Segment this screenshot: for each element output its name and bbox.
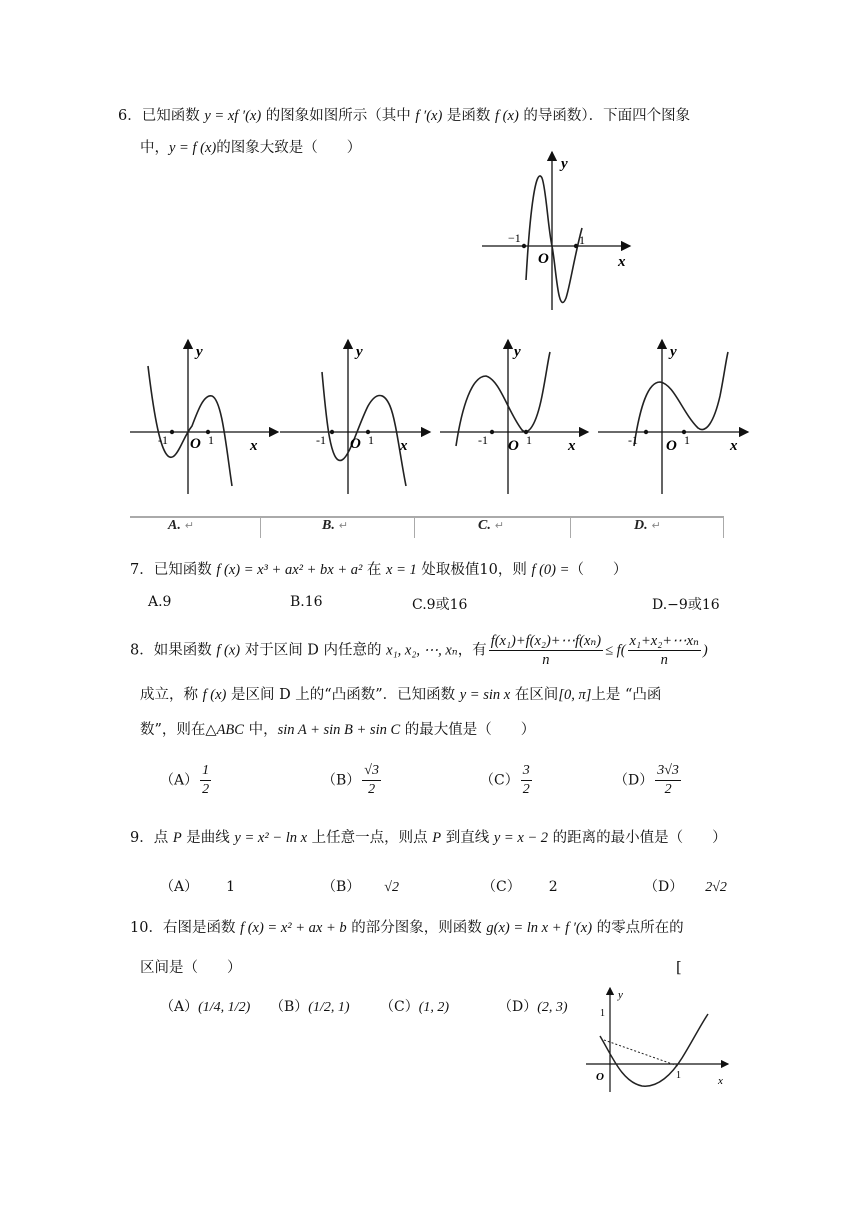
q7-eq: f (x) = x³ + ax² + bx + a² [216,562,363,578]
q8-right-fraction: $\frac{\text{x₁+x₂+⋯xₙ}}{n}$ [629,633,699,668]
q10-stem-1: 10．右图是函数 f (x) = x² + ax + b 的部分图象，则函数 g(x) = ln x + f ′(x) 的零点所在的 [130,920,684,936]
d-neg1: -1 [628,433,638,447]
q9-stem: 9．点 P 是曲线 y = x² − ln x 上任意一点，则点 P 到直线 y = x − 2 的距离的最小值是（ ） [130,830,727,846]
b-origin: O [350,436,361,452]
a-origin: O [190,436,201,452]
a-y: y [196,344,203,360]
q6-eq2: y = f (x) [169,140,217,156]
q6-f: f (x) [495,108,519,124]
caption-a: A. ↵ [168,518,195,533]
main-origin-label: O [538,251,549,267]
q6-text: 中， [140,140,169,156]
q10-bracket: [ [676,960,682,976]
caption-separator [260,516,261,538]
q8-option-b: （B） $\frac{√3}{2}$ [322,763,379,797]
q8-option-d: （D） $\frac{3√3}{2}$ [614,763,679,797]
caption-separator [723,516,724,538]
q6-line2 [140,138,361,158]
q10-one-y: 1 [600,1008,605,1019]
graph-a [130,340,278,494]
q10-option-c: （C）(1, 2) [380,999,450,1015]
c-x: x [568,438,576,454]
q10-option-d: （D）(2, 3) [498,999,568,1015]
q8-left-fraction: $\frac{\text{f(x₁)+f(x₂)+⋯f(xₙ)}}{n}$ [490,633,602,668]
q7-stem: 7．已知函数 f (x) = x³ + ax² + bx + a² 在 x = 1 处取极值10，则 f (0) =（ ） [130,562,628,578]
graph-c [440,340,588,494]
main-one-label: 1 [579,233,585,247]
q8-stem-1: 8．如果函数 f (x) 对于区间 D 内任意的 x₁, x₂, ⋯, xₙ，有 $\frac{\text{f(x₁)+f(x₂)+⋯f(xₙ)}}{n}$ ≤ f( $\frac{\text{x₁+x₂+⋯xₙ}}{n}$ ) [130,633,708,668]
q10-x: x [718,1075,723,1087]
b-neg1: -1 [316,433,326,447]
graph-d [598,340,748,494]
q8-option-a: （A） $\frac{1}{2}$ [160,763,210,797]
q9-option-c: （C） 2 [482,879,558,895]
d-one: 1 [684,433,690,447]
q10-origin: O [596,1071,604,1083]
caption-b: B. ↵ [322,518,349,533]
q10-y: y [618,989,623,1001]
d-x: x [730,438,738,454]
q6-eq: y = xf ′(x) [204,108,262,124]
q7-option-b: B.16 [290,594,323,610]
main-x-label: x [618,254,626,270]
q6-text: 的导函数）．下面四个图象 [518,108,691,124]
q6-text: 是函数 [442,108,496,124]
d-origin: O [666,438,677,454]
q6-line1 [118,106,690,126]
b-y: y [356,344,363,360]
q9-option-a: （A） 1 [160,879,236,895]
q6-text: 6．已知函数 [118,108,205,124]
q6-text: 的图象大致是（ ） [216,140,362,156]
q6-fprime: f ′(x) [415,108,443,124]
q10-option-b: （B）(1/2, 1) [270,999,350,1015]
q7-option-c: C.9或16 [412,597,468,613]
c-neg1: -1 [478,433,488,447]
graph-b [280,340,430,494]
a-one: 1 [208,433,214,447]
caption-separator [414,516,415,538]
b-x: x [400,438,408,454]
c-origin: O [508,438,519,454]
q8-stem-2: 成立，称 f (x) 是区间 D 上的“凸函数”．已知函数 y = sin x 在区间[0, π]上是 “凸函 [140,687,662,703]
d-y: y [670,344,677,360]
q6-text: 的图象如图所示（其中 [261,108,416,124]
q10-stem-2: 区间是（ ） [140,960,242,976]
main-y-label: y [561,156,568,172]
a-x: x [250,438,258,454]
q8-stem-3: 数”，则在△ABC 中，sin A + sin B + sin C 的最大值是（ ） [140,722,536,738]
b-one: 1 [368,433,374,447]
caption-separator [570,516,571,538]
caption-c: C. ↵ [478,518,505,533]
q10-one-x: 1 [676,1070,681,1081]
c-one: 1 [526,433,532,447]
q6-option-graphs [128,336,758,516]
caption-d: D. ↵ [634,518,661,533]
q10-graph [582,986,732,1096]
q9-option-b: （B） √2 [322,879,399,895]
c-y: y [514,344,521,360]
q9-option-d: （D） 2√2 [644,879,727,895]
q8-option-c: （C） $\frac{3}{2}$ [480,763,530,797]
a-neg1: -1 [158,433,168,447]
main-neg1-label: −1 [508,231,521,245]
q7-option-a: A.9 [148,594,172,610]
q6-main-graph [478,148,638,313]
q7-option-d: D.−9或16 [652,597,720,613]
q10-option-a: （A）(1/4, 1/2) [160,999,251,1015]
